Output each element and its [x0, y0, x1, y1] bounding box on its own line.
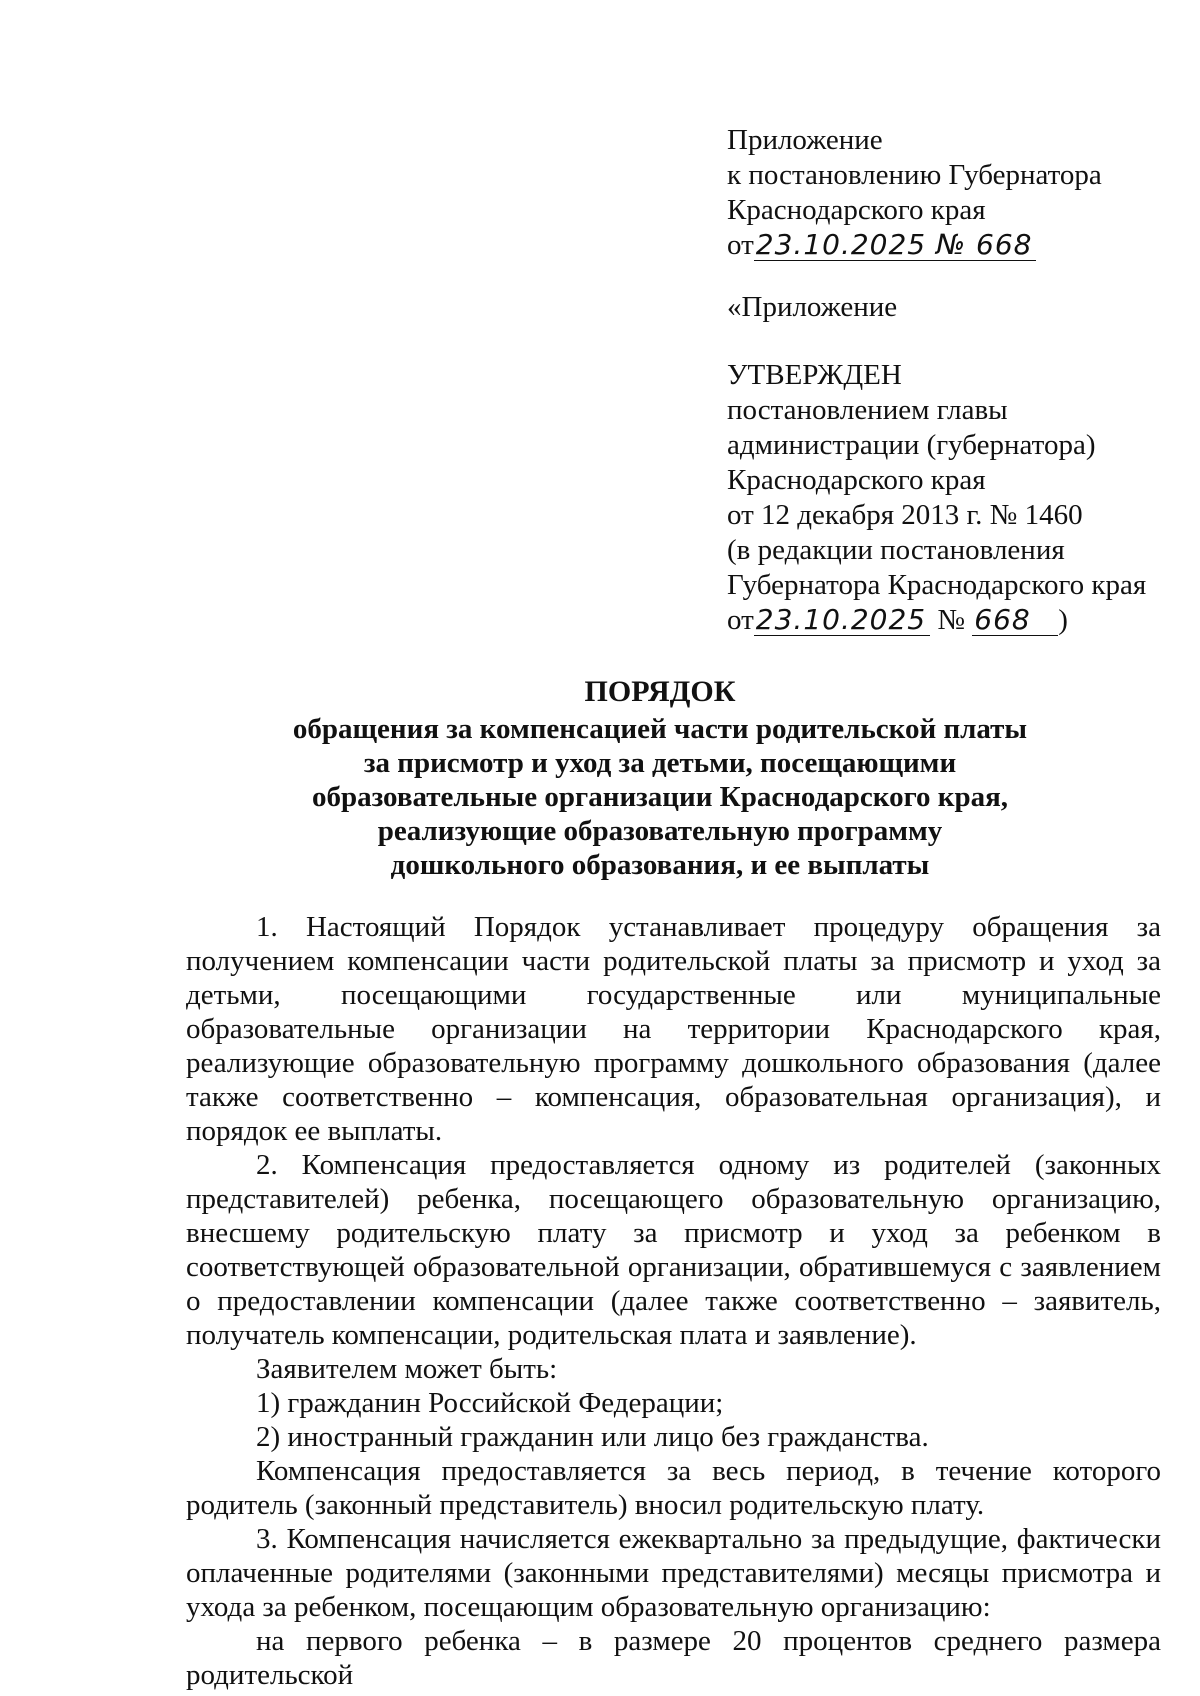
- title-line: образовательные организации Краснодарского края,: [311, 781, 1009, 813]
- title-line: за присмотр и уход за детьми, посещающими: [363, 747, 957, 779]
- paragraph: Заявителем может быть:: [256, 1353, 558, 1385]
- approval-block: [727, 358, 1146, 638]
- quoted-appendix-label: «Приложение: [727, 291, 898, 323]
- appendix-date-line: [727, 228, 1102, 263]
- handwritten-date-number: 23.10.2025 № 668: [754, 230, 1037, 261]
- appendix-header: [727, 123, 1102, 263]
- handwritten-number: 668: [972, 605, 1058, 636]
- approval-line: администрации (губернатора): [727, 429, 1096, 461]
- approval-date-line: [727, 603, 1146, 638]
- paragraph: 1. Настоящий Порядок устанавливает процедуру обращения за получением компенсации части родительской платы за присмотр и уход за детьми, посещающими государственные или муниципальные образовательные организации на территории Краснодарского края, реализующие образовательную программу дошкольного образования (далее также соответственно – компенсация, образовательная организация), и порядок ее выплаты.: [186, 911, 1161, 1147]
- document-title: [200, 675, 1120, 882]
- paragraph: 3. Компенсация начисляется ежеквартально за предыдущие, фактически оплаченные родителями (законными представителями) месяцы присмотра и ухода за ребенком, посещающим образовательную организацию:: [186, 1523, 1161, 1623]
- number-sign: №: [937, 604, 966, 636]
- appendix-from-prefix: от: [727, 229, 754, 261]
- approval-line: Краснодарского края: [727, 464, 986, 496]
- handwritten-date: 23.10.2025: [754, 605, 930, 636]
- appendix-line-2: к постановлению Губернатора: [727, 159, 1102, 191]
- approval-line: от 12 декабря 2013 г. № 1460: [727, 499, 1083, 531]
- appendix-line-3: Краснодарского края: [727, 194, 986, 226]
- title-main: ПОРЯДОК: [584, 675, 736, 708]
- approval-line: постановлением главы: [727, 394, 1008, 426]
- title-line: дошкольного образования, и ее выплаты: [390, 849, 930, 881]
- approval-from-prefix: от: [727, 604, 754, 636]
- paragraph: на первого ребенка – в размере 20 процентов среднего размера родительской: [186, 1625, 1161, 1691]
- document-body: [186, 910, 1161, 1692]
- closing-paren: ): [1058, 604, 1068, 636]
- paragraph: Компенсация предоставляется за весь период, в течение которого родитель (законный представитель) вносил родительскую плату.: [186, 1455, 1161, 1521]
- approval-line: (в редакции постановления: [727, 534, 1065, 566]
- title-line: обращения за компенсацией части родительской платы: [292, 713, 1028, 745]
- paragraph: 2. Компенсация предоставляется одному из родителей (законных представителей) ребенка, посещающего образовательную организацию, внесшему родительскую плату за присмотр и уход за ребенком в соответствующей образовательной организации, обратившемуся с заявлением о предоставлении компенсации (далее также соответственно – заявитель, получатель компенсации, родительская плата и заявление).: [186, 1149, 1161, 1351]
- approval-line: Губернатора Краснодарского края: [727, 569, 1147, 601]
- appendix-line-1: Приложение: [727, 124, 883, 156]
- list-item: 2) иностранный гражданин или лицо без гражданства.: [256, 1421, 929, 1453]
- title-line: реализующие образовательную программу: [377, 815, 943, 847]
- list-item: 1) гражданин Российской Федерации;: [256, 1387, 724, 1419]
- approval-heading: УТВЕРЖДЕН: [727, 359, 902, 391]
